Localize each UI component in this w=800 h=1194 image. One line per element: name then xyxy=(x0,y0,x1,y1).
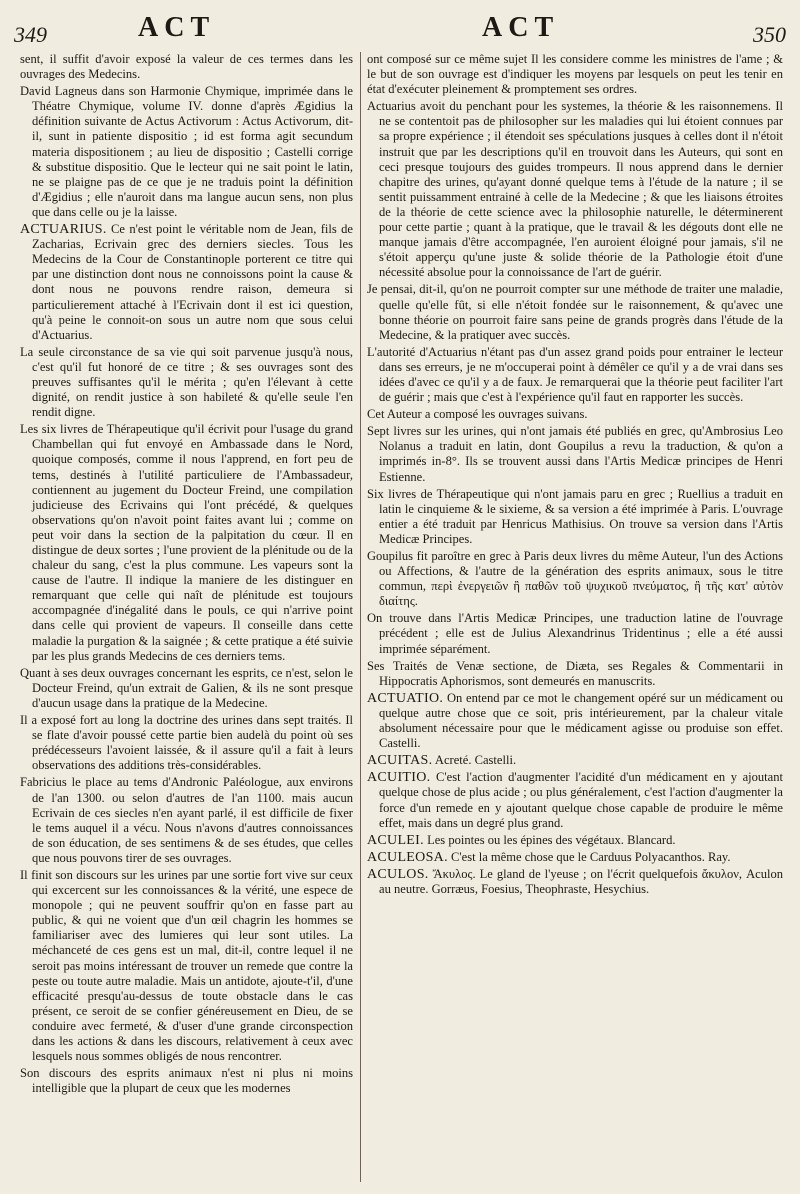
paragraph-text: La seule circonstance de sa vie qui soit parvenue jusqu'à nous, c'est qu'il fut honoré de ce titre ; & ses ouvrages sont des preuves suffisantes qu'il le mérita ; qu'en l'élevant à cette dignité, on rendit justice à son habileté & qu'elle seule l'en rendit digne. xyxy=(20,344,353,420)
paragraph-text: C'est l'action d'augmenter l'acidité d'un médicament en y ajoutant quelque chose de plus acide ; ou plus généralement, c'est l'action d'augmenter la force d'un remede en y ajoutant quelque chose capable de produire le même effet, mais dans un degré plus grand. xyxy=(379,770,783,830)
paragraph-text: David Lagneus dans son Harmonie Chymique, imprimée dans le Théatre Chymique, volume IV. donne d'après Ægidius la définition suivante de Actus Activorum : Actus Activorum, dit-il, sunt in patiente dispositio ; id est forma agit secundum materia dispositionem ; au lieu de dispositio ; Castelli corrige & substitue dispositio. Que le lecteur qui ne sait point le latin, ne se plaigne pas de ce que je ne traduis point la définition d'Ægidius ; elle n'auroit dans ma langue aucun sens, non plus que dans celle ou je la laisse. xyxy=(20,84,353,219)
paragraph xyxy=(367,407,783,422)
left-page-number: 349 xyxy=(14,22,47,47)
paragraph xyxy=(20,345,353,420)
paragraph xyxy=(367,487,783,547)
paragraph xyxy=(20,422,353,664)
paragraph-text: Il a exposé fort au long la doctrine des urines dans sept traités. Il se flate d'avoir poussé cette partie bien audelà du point où ses prédécesseurs l'avoient laissée, & il assure qu'il a fait à leurs observations des additions très-considérables. xyxy=(20,713,353,773)
paragraph xyxy=(20,868,353,1064)
paragraph xyxy=(20,775,353,866)
paragraph-text: Les pointes ou les épines des végétaux. Blancard. xyxy=(427,832,676,847)
dictionary-entry xyxy=(367,850,783,865)
paragraph xyxy=(20,666,353,711)
entry-headword: ACULOS. xyxy=(367,866,429,882)
dictionary-entry xyxy=(367,867,783,897)
dictionary-entry xyxy=(367,691,783,751)
paragraph xyxy=(20,1066,353,1096)
left-running-head: ACT xyxy=(138,12,216,43)
paragraph-text: ont composé sur ce même sujet Il les considere comme les ministres de l'ame ; & le but de son ouvrage est d'indiquer les moyens par lesquels on peut les tenir en état d'exécuter pleinement & promptement ses ordres. xyxy=(367,52,783,97)
left-column xyxy=(20,52,353,1190)
entry-headword: ACUITIO. xyxy=(367,770,431,786)
paragraph-text: Cet Auteur a composé les ouvrages suivans. xyxy=(367,407,588,422)
entry-headword: ACTUARIUS. xyxy=(20,222,107,238)
paragraph-text: Je pensai, dit-il, qu'on ne pourroit compter sur une méthode de traiter une maladie, quelle qu'elle fût, si elle n'étoit fondée sur le raisonnement, & qu'avec une bonne théorie on pourroit faire sans peine de grands progrès dans l'étude de la Medecine, & la pratiquer avec succès. xyxy=(367,282,783,342)
entry-headword: ACTUATIO. xyxy=(367,690,444,706)
paragraph xyxy=(367,345,783,405)
paragraph-text: Goupilus fit paroître en grec à Paris deux livres du même Auteur, l'un des Actions ou Affections, & l'autre de la génération des esprits animaux, sous le titre commun, περὶ ἐνεργειῶν ἢ παθῶν τοῦ ψυχικοῦ πνεύματος, ἢ τῆς κατ' αὐτὸν διαίτης. xyxy=(367,549,783,609)
continued-paragraph xyxy=(20,52,353,82)
paragraph-text: Quant à ses deux ouvrages concernant les esprits, ce n'est, selon le Docteur Freind, qu'un extrait de Galien, & ils ne sont presque d'aucun usage dans la pratique de la Medecine. xyxy=(20,665,353,710)
paragraph-text: Ἄκυλος. Le gland de l'yeuse ; on l'écrit quelquefois ἄκυλον, Aculon au neutre. Gorræus, Foesius, Theophraste, Hesychius. xyxy=(379,866,783,896)
dictionary-entry xyxy=(367,753,783,768)
right-running-head: ACT xyxy=(482,12,560,43)
entry-headword: ACUITAS. xyxy=(367,753,433,769)
column-divider xyxy=(360,52,361,1182)
dictionary-entry xyxy=(367,770,783,830)
paragraph-text: C'est la même chose que le Carduus Polyacanthos. Ray. xyxy=(451,849,731,864)
paragraph-text: Sept livres sur les urines, qui n'ont jamais été publiés en grec, qu'Ambrosius Leo Nolanus a traduit en latin, dont Goupilus a revu la traduction, & qu'on a imprimés in-8°. Ils se trouvent aussi dans l'Artis Medicæ principes de Henri Estienne. xyxy=(367,424,783,484)
dictionary-entry xyxy=(367,833,783,848)
entry-headword: ACULEOSA. xyxy=(367,849,448,865)
paragraph-text: L'autorité d'Actuarius n'étant pas d'un assez grand poids pour entrainer le lecteur dans ses erreurs, je ne m'occuperai point à démêler ce qu'il y a de vrai dans ses idées d'avec ce qu'il y a de faux. Je remarquerai que la théorie peut faciliter l'art de guérir ; mais que c'est à l'expérience qu'il faut en rapporter les succès. xyxy=(367,344,783,405)
paragraph-text: Il finit son discours sur les urines par une sortie fort vive sur ceux qui excercent sur les connoissances & la vérité, une espece de monopole ; qui ne peuvent souffrir qu'on en fasse part au public, & qui ne voient que d'un œil chagrin les hommes se familiariser avec des lumieres qui leur sont utiles. La méchanceté de ces gens est un mal, dit-il, contre lequel il ne seroit pas moins intéressant de trouver un remede que contre la peste ou toute autre maladie. Mais un antidote, ajoute-t'il, d'une efficacité presqu'au-dessus de toute obstacle dans le cas présent, ce seroit de se confier généreusement en Dieu, de se conduire avec fermeté, & d'user d'une grande circonspection dans les actions & dans les discours, relativement à ceux avec lesquels nous sommes obligés de nous rencontrer. xyxy=(20,867,353,1064)
paragraph-text: Les six livres de Thérapeutique qu'il écrivit pour l'usage du grand Chambellan qui fut envoyé en Ambassade dans le Nord, quoique composés, comme il nous l'apprend, en fort peu de tems, destinés à l'utilité particuliere de l'Ambassadeur, contiennent au jugement du Docteur Freind, une compilation judicieuse des Ecrivains qui l'ont précédé, & quelques observations qu'on n'avoit point faites avant lui ; comme on peut voir dans la section de la palpitation du cœur. Il en distingue de deux sortes ; l'une provient de la plénitude ou de la chaleur du sang, c'est la plus commune. Les vapeurs sont la cause de l'autre. Il indique la maniere de les distinguer en remarquant que celle qui naît de plénitude est toujours accompagnée d'inégalité dans le pouls, ce qui n'arrive point dans celle qui provient de vapeurs. Il conseille dans cette maladie la purgation & la saignée ; & cette pratique a été suivie par les plus grands Medecins de ces derniers tems. xyxy=(20,422,353,663)
paragraph xyxy=(20,713,353,773)
paragraph-text: sent, il suffit d'avoir exposé la valeur de ces termes dans les ouvrages des Medecins. xyxy=(20,52,353,82)
dictionary-entry xyxy=(20,222,353,343)
paragraph-text: Actuarius avoit du penchant pour les systemes, la théorie & les raisonnemens. Il ne se contentoit pas de philosopher sur les maladies qui lui étoient connues par sa propre expérience ; il étendoit ses spéculations jusques à celles dont il n'étoit instruit que par les descriptions qu'il en trouvoit dans les Auteurs, qui sont en ceci presque toujours des guides trompeurs. Il nous apprend dans le dernier chapitre des urines, qu'ayant donné quelque tems à l'étude de la nature ; il se sentit puissamment entrainé à celle de la Medecine ; & que les liaisons étroites de la théorie de cette science avec la philosophie naturelle, le déterminerent pour cette partie ; quant à la pratique, que le travail & les dégouts dont elle ne manque jamais d'être accompagnée, l'en auroient éloigné pour jamais, s'il ne s'étoit apperçu qu'une juste & solide théorie de la Pathologie étoit d'une nécessité absolue pour la connoissance de l'art de guérir. xyxy=(367,99,783,280)
paragraph-text: Ce n'est point le véritable nom de Jean, fils de Zacharias, Ecrivain grec des derniers siecles. Tous les Medecins de la Cour de Constantinople porterent ce titre qui par une distinction dont nous ne connoissons point la cause & dont nous ne pouvons rendre raison, demeura si particulierement attaché à l'Ecrivain dont il est ici question, qu'à peine le connoit-on sous un autre nom que sous celui d'Actuarius. xyxy=(32,222,353,342)
paragraph-text: On entend par ce mot le changement opéré sur un médicament ou quelque autre chose que ce soit, pris intérieurement, par la chaleur vitale absolument nécessaire pour que le médicament agisse ou produise son effet. Castelli. xyxy=(379,690,783,751)
entry-headword: ACULEI. xyxy=(367,832,424,848)
paragraph xyxy=(367,424,783,484)
paragraph xyxy=(367,611,783,656)
paragraph-text: On trouve dans l'Artis Medicæ Principes, une traduction latine de l'ouvrage précédent ; elle est de Julius Alexandrinus Tridentinus ; elle a été aussi imprimée séparément. xyxy=(367,611,783,656)
paragraph-text: Ses Traités de Venæ sectione, de Diæta, ses Regales & Commentarii in Hippocratis Aphorismos, sont demeurés en manuscrits. xyxy=(367,658,783,688)
paragraph-text: Fabricius le place au tems d'Andronic Paléologue, aux environs de l'an 1300. ou selon d'autres de l'an 1100. mais aucun Ecrivain de ces siecles n'en ayant parlé, il est difficile de fixer le tems auquel il a vécu. Nous n'avons d'autres connoissances de son éducation, de ses sentimens & de ses études, que celles que nous pouvons tirer de ses ouvrages. xyxy=(20,775,353,865)
paragraph xyxy=(367,282,783,342)
paragraph xyxy=(367,99,783,280)
paragraph-text: Acreté. Castelli. xyxy=(434,753,517,768)
continued-paragraph xyxy=(367,52,783,97)
paragraph xyxy=(20,84,353,220)
paragraph-text: Son discours des esprits animaux n'est ni plus ni moins intelligible que la plupart de ceux que les modernes xyxy=(20,1066,353,1096)
paragraph-text: Six livres de Thérapeutique qui n'ont jamais paru en grec ; Ruellius a traduit en latin le cinquieme & le sixieme, & sa version a été imprimée à Paris. L'ouvrage entier a été traduit par Henricus Mathisius. On trouve sa version dans l'Artis Medicæ Principes. xyxy=(367,486,783,546)
right-column xyxy=(367,52,783,1190)
paragraph xyxy=(367,549,783,609)
right-page-number: 350 xyxy=(753,22,786,47)
paragraph xyxy=(367,659,783,689)
